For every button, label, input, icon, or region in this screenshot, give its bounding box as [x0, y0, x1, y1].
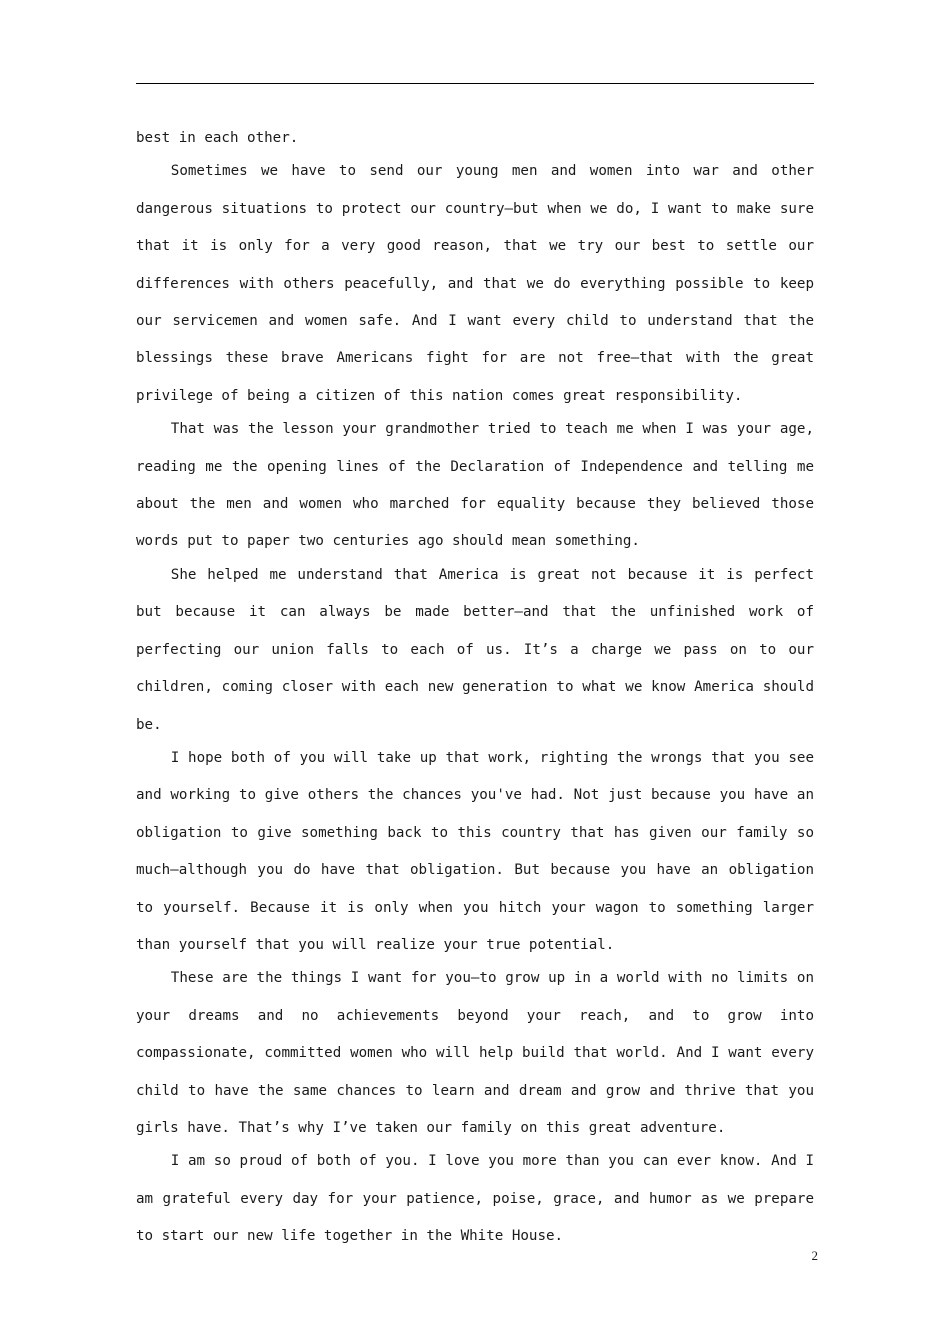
paragraph: Sometimes we have to send our young men and women into war and other dangerous situations to protect our country—but when we do, I want to make sure that it is only for a very good reason, that we try our best to settle our differences with others peacefully, and that we do everything possible to keep our servicemen and women safe. And I want every child to understand that the blessings these brave Americans fight for are not free—that with the great privilege of being a citizen of this nation comes great responsibility. — [136, 163, 814, 404]
page-number: 2 — [811, 1248, 818, 1263]
paragraph: I am so proud of both of you. I love you more than you can ever know. And I am grateful every day for your patience, poise, grace, and humor as we prepare to start our new life together in the White House. — [136, 1153, 814, 1245]
paragraph: These are the things I want for you—to grow up in a world with no limits on your dreams and no achievements beyond your reach, and to grow into compassionate, committed women who will help build that world. And I want every child to have the same chances to learn and dream and grow and thrive that you girls have. That’s why I’ve taken our family on this great adventure. — [136, 970, 814, 1136]
paragraph: She helped me understand that America is great not because it is perfect but because it can always be made better—and that the unfinished work of perfecting our union falls to each of us. It’s a charge we pass on to our children, coming closer with each new generation to what we know America should be. — [136, 566, 814, 733]
paragraph-continued: best in each other. — [136, 130, 299, 146]
header-rule — [136, 83, 814, 84]
document-body — [136, 120, 814, 1252]
paragraph: I hope both of you will take up that work, righting the wrongs that you see and working to give others the chances you've had. Not just because you have an obligation to give something back to this country that has given our family so much—although you do have that obligation. But because you have an obligation to yourself. Because it is only when you hitch your wagon to something larger than yourself that you will realize your true potential. — [136, 749, 814, 953]
paragraph: That was the lesson your grandmother tried to teach me when I was your age, reading me the opening lines of the Declaration of Independence and telling me about the men and women who marched for equality because they believed those words put to paper two centuries ago should mean something. — [136, 421, 814, 550]
